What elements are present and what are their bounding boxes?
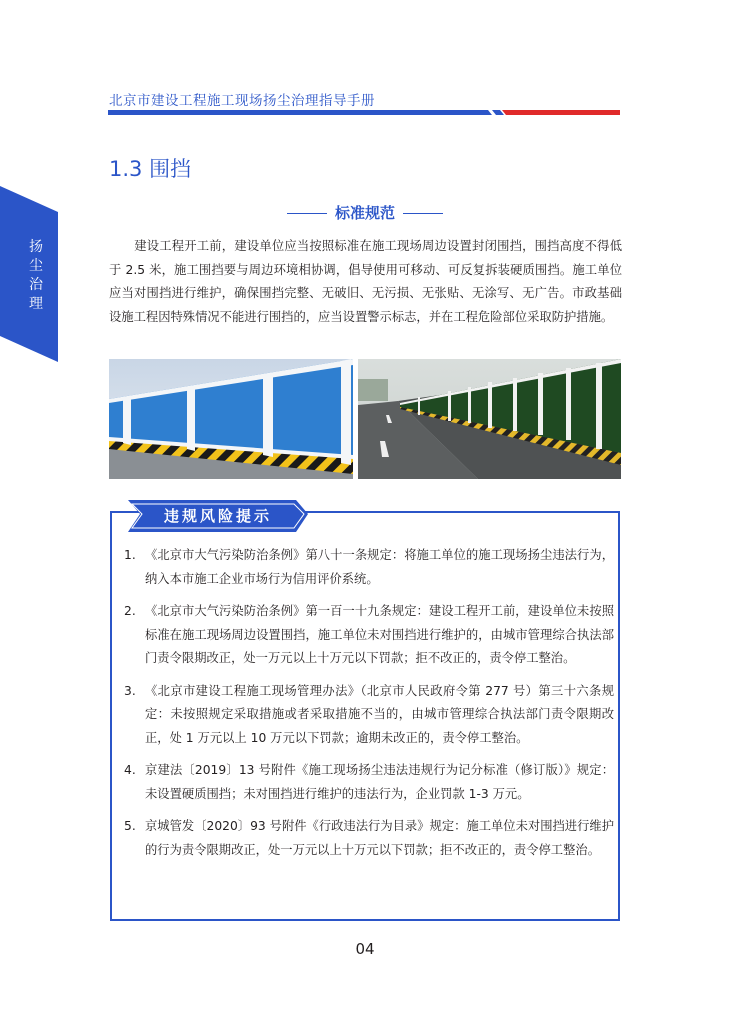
side-tab-char: 理 bbox=[29, 296, 43, 312]
subsection-heading bbox=[0, 202, 730, 223]
photo-blue-hoarding bbox=[109, 359, 353, 479]
list-item-number: 4. bbox=[124, 763, 136, 777]
list-item-number: 3. bbox=[124, 683, 136, 698]
photo-green-hoarding bbox=[358, 359, 621, 479]
section-title: 1.3 围挡 bbox=[109, 157, 192, 181]
list-item-number: 2. bbox=[124, 604, 136, 618]
list-item bbox=[124, 600, 614, 671]
list-item bbox=[124, 544, 614, 591]
intro-paragraph bbox=[109, 235, 622, 329]
page-number: 04 bbox=[355, 940, 375, 958]
list-item-text: 京建法〔2019〕13 号附件《施工现场扬尘违法违规行为记分标准（修订版）》规定：未设置硬质围挡；未对围挡进行维护的违法行为，企业罚款 1-3 万元。 bbox=[145, 763, 614, 801]
list-item bbox=[124, 759, 614, 806]
list-item-text: 京城管发〔2020〕93 号附件《行政违法行为目录》规定：施工单位未对围挡进行维护的行为责令限期改正，处一万元以上十万元以下罚款；拒不改正的，责令停工整治。 bbox=[145, 819, 614, 857]
side-tab-char: 扬 bbox=[29, 239, 43, 255]
subsection-title: 标准规范 bbox=[334, 204, 395, 222]
heading-dash-right bbox=[403, 213, 443, 215]
risk-list bbox=[124, 544, 614, 871]
header-rule bbox=[108, 110, 620, 115]
list-item-text: 《北京市大气污染防治条例》第八十一条规定：将施工单位的施工现场扬尘违法行为，纳入本市施工企业市场行为信用评价系统。 bbox=[145, 548, 614, 586]
risk-label-text: 违规风险提示 bbox=[163, 507, 272, 525]
side-tab-label bbox=[26, 238, 46, 314]
side-tab-char: 治 bbox=[29, 277, 43, 293]
header-title: 北京市建设工程施工现场扬尘治理指导手册 bbox=[109, 93, 375, 109]
list-item bbox=[124, 815, 614, 862]
side-tab-char: 尘 bbox=[29, 258, 43, 274]
list-item-text: 《北京市建设工程施工现场管理办法》（北京市人民政府令第 277 号）第三十六条规定：未按照规定采取措施或者采取措施不当的，由城市管理综合执法部门责令限期改正，处 1 万元以上 10 万元以下罚款；逾期未改正的，责令停工整治。 bbox=[145, 683, 614, 745]
list-item-number: 5. bbox=[124, 819, 136, 833]
list-item bbox=[124, 680, 614, 751]
list-item-text: 《北京市大气污染防治条例》第一百一十九条规定：建设工程开工前，建设单位未按照标准在施工现场周边设置围挡，施工单位未对围挡进行维护的，由城市管理综合执法部门责令限期改正，处一万元以上十万元以下罚款；拒不改正的，责令停工整治。 bbox=[145, 604, 614, 665]
heading-dash-left bbox=[287, 213, 327, 215]
intro-text: 建设工程开工前，建设单位应当按照标准在施工现场周边设置封闭围挡，围挡高度不得低于 2.5 米，施工围挡要与周边环境相协调，倡导使用可移动、可反复拆装硬质围挡。施工单位应当对围挡进行维护，确保围挡完整、无破旧、无污损、无张贴、无涂写、无广告。市政基础设施工程因特殊情况不能进行围挡的，应当设置警示标志，并在工程危险部位采取防护措施。 bbox=[109, 239, 622, 324]
list-item-number: 1. bbox=[124, 548, 136, 562]
